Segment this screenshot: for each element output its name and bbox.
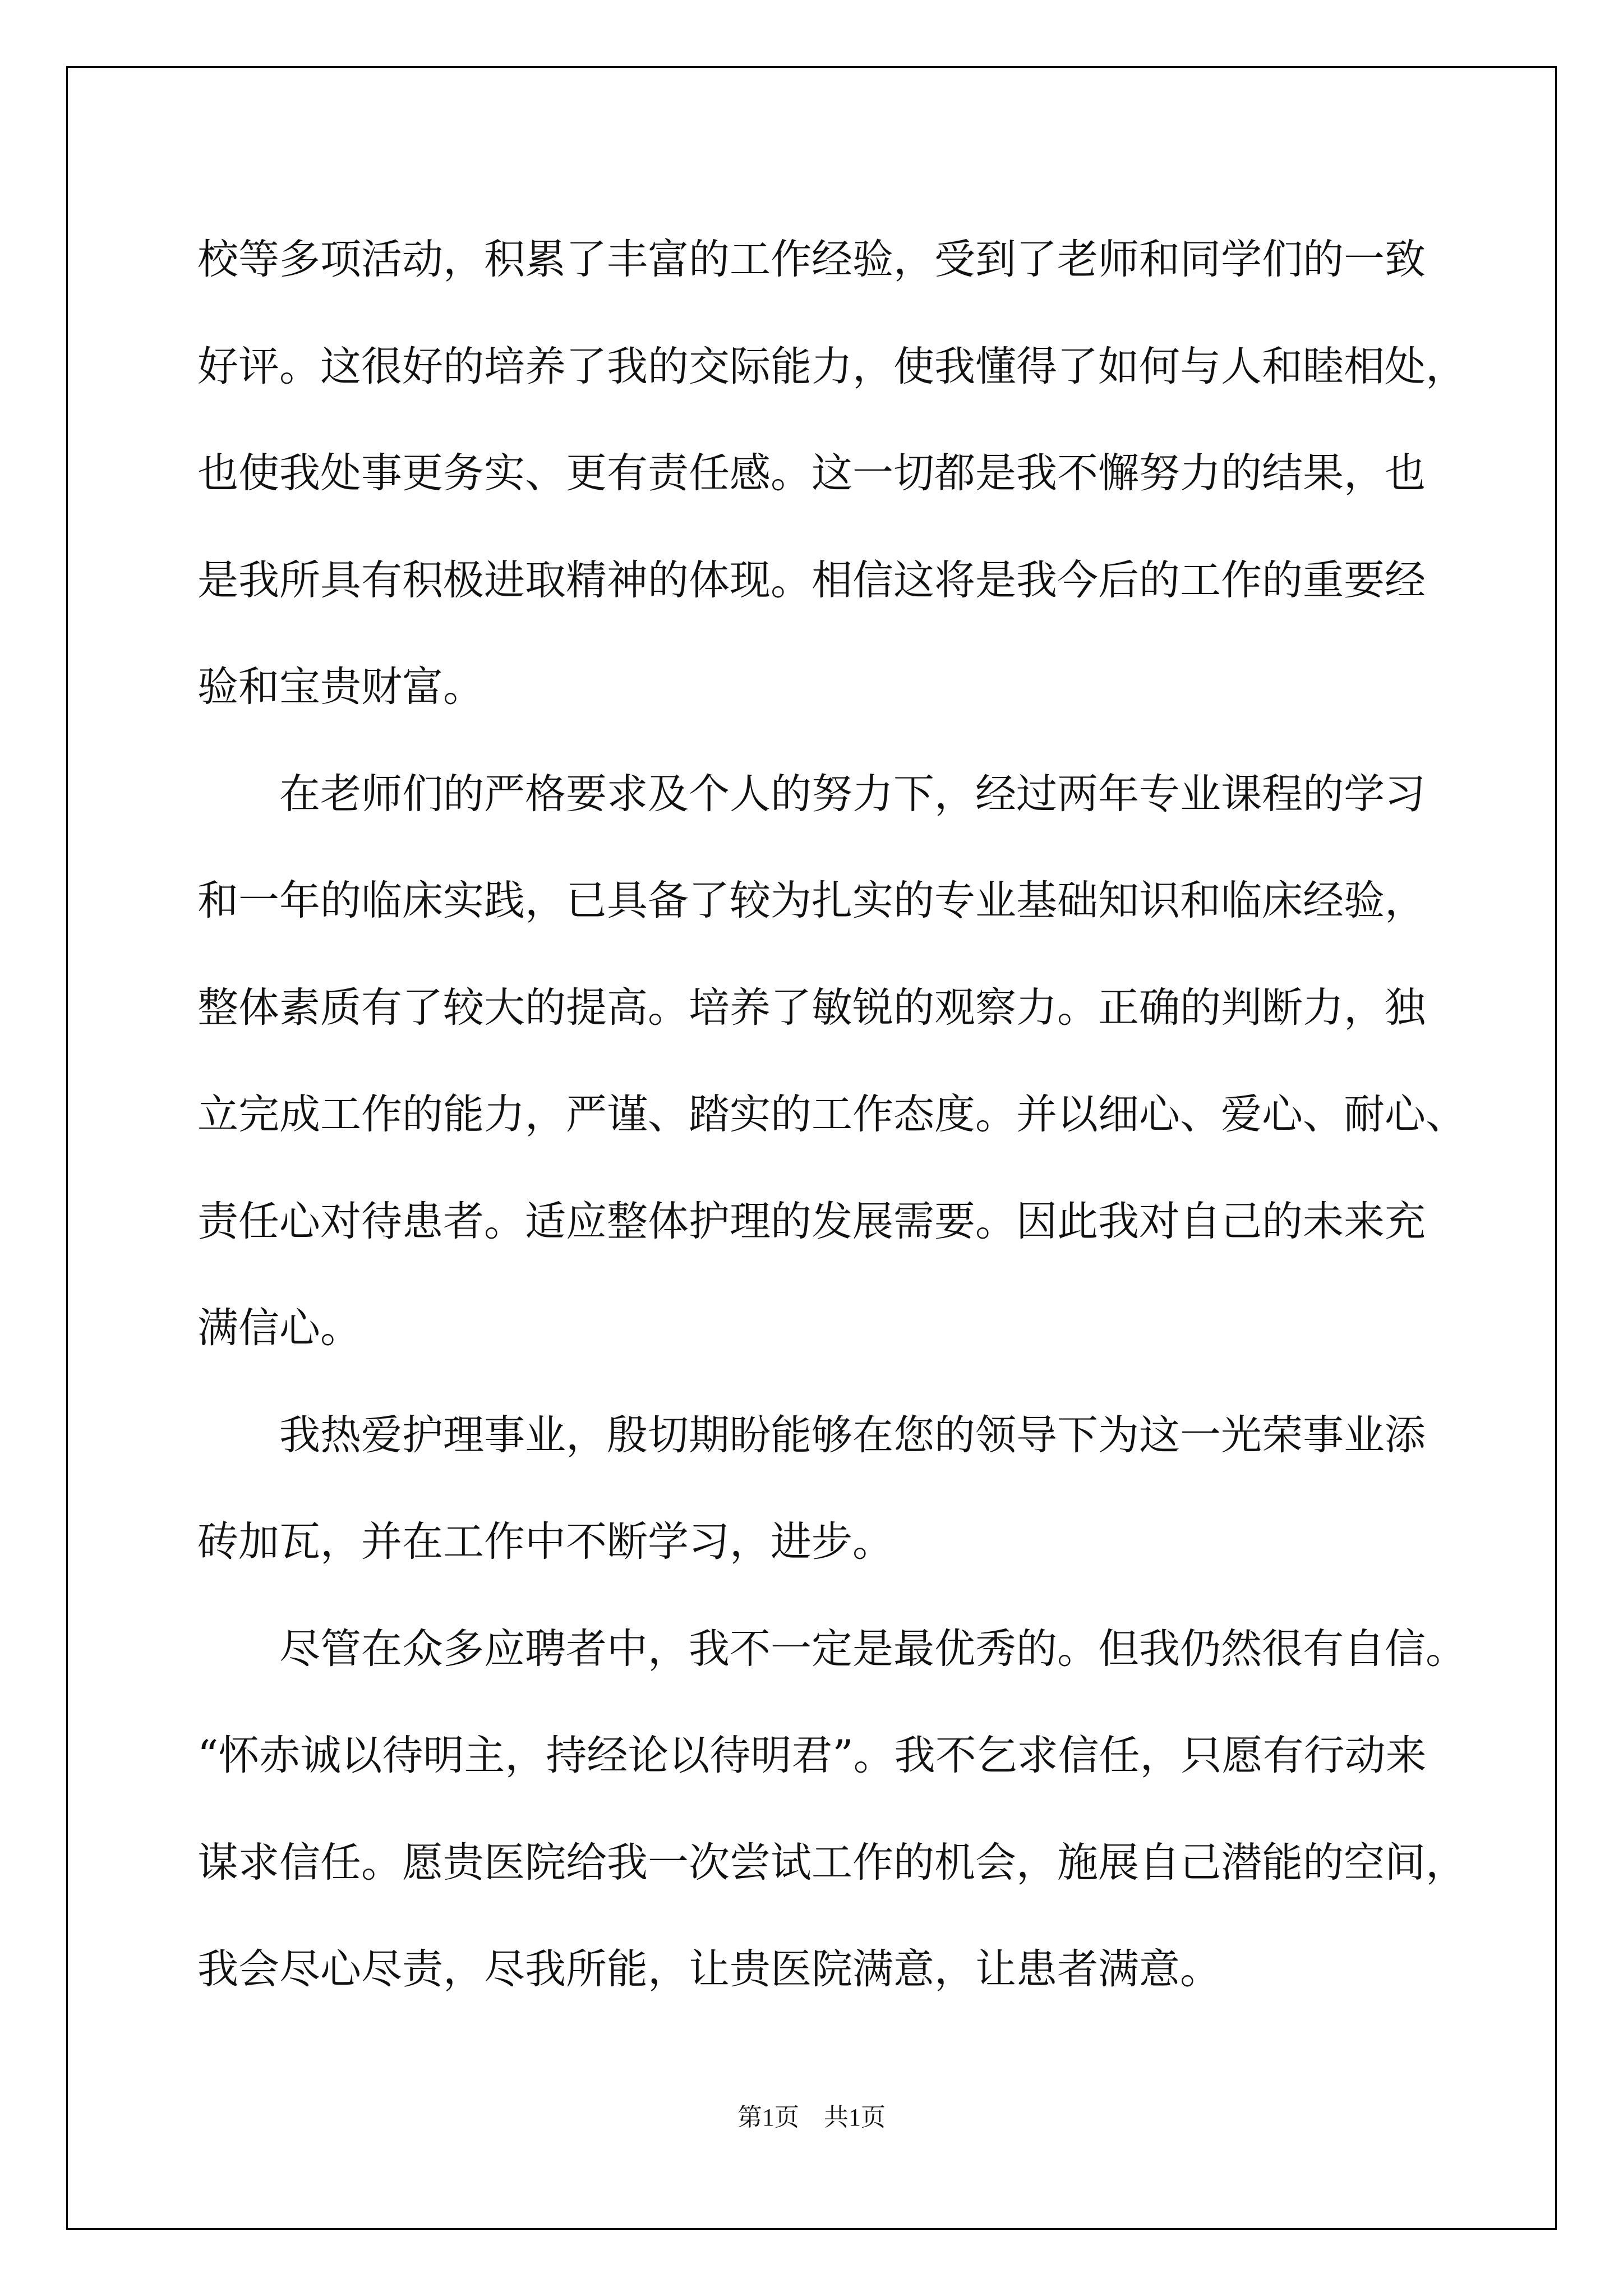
text-line: “怀赤诚以待明主，持经论以待明君”。我不乞求信任，只愿有行动来 (197, 1732, 1427, 1779)
text-line: 责任心对待患者。适应整体护理的发展需要。因此我对自己的未来充 (197, 1197, 1426, 1245)
page-number-footer: 第1页 共1页 (737, 2104, 886, 2131)
text-line: 是我所具有积极进取精神的体现。相信这将是我今后的工作的重要经 (197, 556, 1426, 604)
text-line: 立完成工作的能力，严谨、踏实的工作态度。并以细心、爱心、耐心、 (197, 1091, 1467, 1138)
text-line: 砖加瓦，并在工作中不断学习，进步。 (197, 1518, 893, 1566)
text-line: 验和宝贵财富。 (197, 663, 484, 711)
text-line: 校等多项活动，积累了丰富的工作经验，受到了老师和同学们的一致 (197, 236, 1426, 283)
document-body (197, 206, 1467, 2023)
text-line: 整体素质有了较大的提高。培养了敏锐的观察力。正确的判断力，独 (197, 983, 1426, 1032)
text-line: 好评。这很好的培养了我的交际能力，使我懂得了如何与人和睦相处， (197, 342, 1467, 390)
text-line: 我会尽心尽责，尽我所能，让贵医院满意，让患者满意。 (197, 1945, 1221, 1993)
text-line: 我热爱护理事业，殷切期盼能够在您的领导下为这一光荣事业添 (279, 1411, 1426, 1459)
text-line: 和一年的临床实践，已具备了较为扎实的专业基础知识和临床经验， (197, 877, 1426, 924)
text-line: 也使我处事更务实、更有责任感。这一切都是我不懈努力的结果，也 (197, 449, 1426, 497)
text-line: 在老师们的严格要求及个人的努力下，经过两年专业课程的学习 (279, 770, 1426, 818)
text-line: 谋求信任。愿贵医院给我一次尝试工作的机会，施展自己潜能的空间， (197, 1838, 1467, 1887)
text-line: 满信心。 (197, 1304, 361, 1352)
text-line: 尽管在众多应聘者中，我不一定是最优秀的。但我仍然很有自信。 (279, 1625, 1467, 1673)
